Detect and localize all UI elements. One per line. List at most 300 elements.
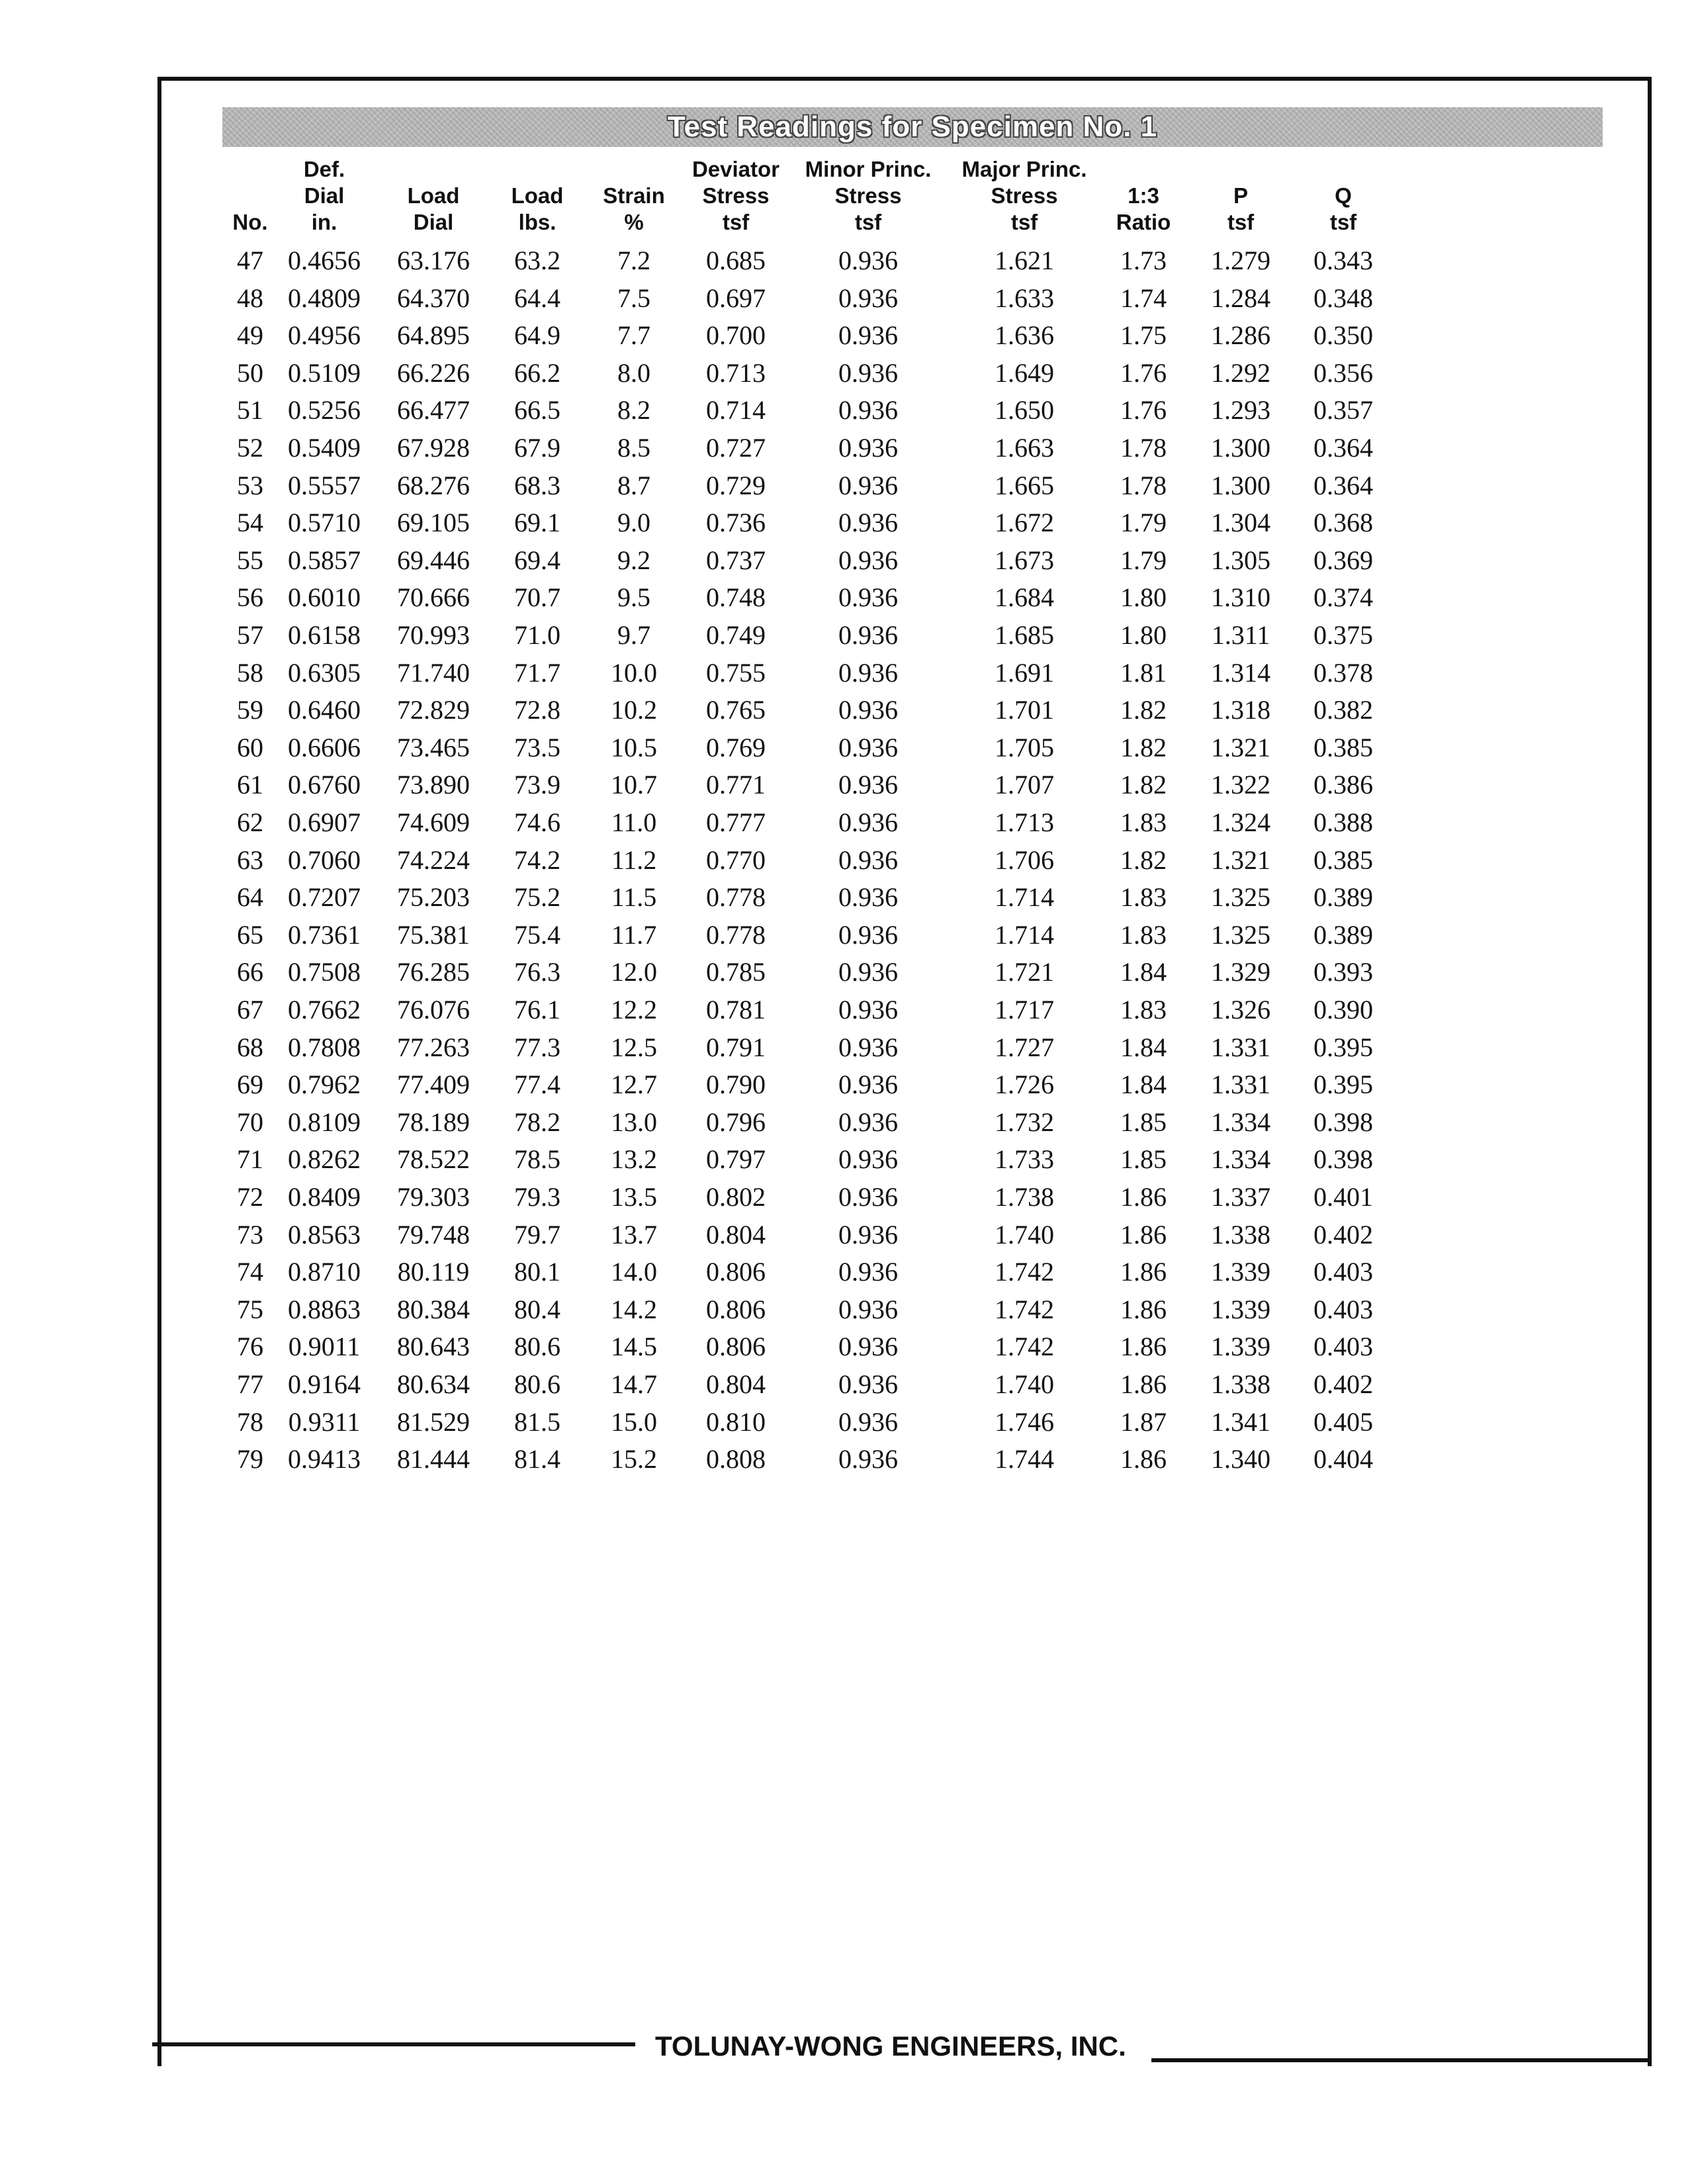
table-cell-def_dial: 0.4809 [288, 283, 361, 313]
table-cell-load_dial: 79.748 [397, 1219, 470, 1250]
table-cell-def_dial: 0.5256 [288, 395, 361, 426]
table-cell-deviator: 0.748 [706, 582, 766, 613]
table-cell-load_lbs: 72.8 [514, 695, 560, 725]
table-cell-deviator: 0.804 [706, 1369, 766, 1399]
table-cell-minor: 0.936 [838, 1144, 898, 1175]
table-cell-q: 0.356 [1314, 357, 1373, 388]
column-header-line: Stress [702, 183, 770, 208]
table-cell-major: 1.721 [995, 957, 1054, 987]
table-cell-def_dial: 0.4656 [288, 246, 361, 275]
column-header-line: in. [311, 210, 337, 234]
table-cell-deviator: 0.765 [706, 695, 766, 725]
table-cell-no: 51 [237, 395, 263, 426]
column-header-line: 1:3 [1128, 183, 1159, 208]
table-cell-q: 0.395 [1314, 1032, 1373, 1062]
table-cell-load_lbs: 80.6 [514, 1332, 560, 1362]
table-cell-strain: 7.2 [617, 246, 650, 275]
table-cell-deviator: 0.806 [706, 1294, 766, 1324]
column-header-minor [789, 156, 948, 236]
column-header-line: Ratio [1116, 210, 1171, 234]
table-cell-ratio: 1.76 [1120, 395, 1167, 426]
table-cell-minor: 0.936 [838, 1107, 898, 1137]
table-cell-minor: 0.936 [838, 357, 898, 388]
table-cell-major: 1.685 [995, 620, 1054, 650]
table-cell-load_dial: 80.643 [397, 1332, 470, 1362]
table-cell-def_dial: 0.7808 [288, 1032, 361, 1062]
table-cell-no: 75 [237, 1294, 263, 1324]
table-cell-ratio: 1.86 [1120, 1257, 1167, 1287]
table-cell-ratio: 1.85 [1120, 1107, 1167, 1137]
table-cell-major: 1.733 [995, 1144, 1054, 1175]
table-cell-no: 77 [237, 1369, 263, 1399]
table-cell-p: 1.292 [1211, 357, 1270, 388]
column-header-line: Load [407, 183, 460, 208]
table-cell-ratio: 1.86 [1120, 1182, 1167, 1212]
table-cell-no: 71 [237, 1144, 263, 1175]
table-cell-def_dial: 0.7508 [288, 957, 361, 987]
table-cell-ratio: 1.86 [1120, 1444, 1167, 1475]
table-cell-q: 0.389 [1314, 919, 1373, 950]
table-cell-ratio: 1.80 [1120, 620, 1167, 650]
table-cell-load_dial: 80.384 [397, 1294, 470, 1324]
table-cell-def_dial: 0.4956 [288, 320, 361, 351]
table-cell-p: 1.331 [1211, 1032, 1270, 1062]
table-cell-p: 1.338 [1211, 1369, 1270, 1399]
table-cell-load_dial: 74.609 [397, 807, 470, 837]
column-header-line: tsf [1227, 210, 1255, 234]
column-header-line: lbs. [518, 210, 557, 234]
table-cell-load_lbs: 76.1 [514, 995, 560, 1024]
column-header-line: Minor Princ. [805, 157, 932, 181]
table-cell-p: 1.324 [1211, 807, 1270, 837]
table-cell-no: 73 [237, 1219, 263, 1250]
table-cell-load_dial: 73.890 [397, 770, 470, 800]
table-cell-strain: 13.0 [611, 1107, 657, 1137]
table-cell-p: 1.318 [1211, 695, 1270, 725]
column-header-q [1264, 183, 1423, 236]
table-cell-minor: 0.936 [838, 1182, 898, 1212]
table-cell-load_lbs: 79.3 [514, 1182, 560, 1212]
table-cell-no: 53 [237, 470, 263, 500]
table-cell-load_lbs: 75.4 [514, 919, 560, 950]
table-cell-q: 0.395 [1314, 1069, 1373, 1100]
table-cell-p: 1.339 [1211, 1257, 1270, 1287]
table-cell-q: 0.374 [1314, 582, 1373, 613]
page-title: Test Readings for Specimen No. 1 [667, 111, 1158, 143]
table-cell-no: 64 [237, 882, 263, 913]
table-cell-load_lbs: 71.0 [514, 620, 560, 650]
table-cell-major: 1.744 [995, 1444, 1054, 1475]
table-cell-load_lbs: 71.7 [514, 657, 560, 688]
table-cell-load_dial: 81.444 [397, 1444, 470, 1475]
column-header-line: Dial [413, 210, 454, 234]
table-cell-strain: 15.2 [611, 1444, 657, 1475]
table-cell-deviator: 0.771 [706, 770, 766, 800]
table-cell-minor: 0.936 [838, 508, 898, 538]
table-cell-def_dial: 0.8863 [288, 1294, 361, 1324]
table-cell-q: 0.402 [1314, 1369, 1373, 1399]
column-header-line: tsf [1010, 210, 1038, 234]
table-cell-major: 1.649 [995, 357, 1054, 388]
table-cell-major: 1.713 [995, 807, 1054, 837]
table-cell-q: 0.385 [1314, 732, 1373, 762]
table-cell-strain: 11.0 [611, 807, 657, 837]
table-cell-ratio: 1.82 [1120, 770, 1167, 800]
table-cell-deviator: 0.713 [706, 357, 766, 388]
table-cell-major: 1.621 [995, 246, 1054, 275]
table-cell-deviator: 0.802 [706, 1182, 766, 1212]
table-cell-def_dial: 0.8109 [288, 1107, 361, 1137]
table-cell-load_dial: 80.634 [397, 1369, 470, 1399]
table-cell-def_dial: 0.5857 [288, 545, 361, 575]
table-cell-deviator: 0.781 [706, 995, 766, 1024]
column-header-line: Deviator [691, 157, 780, 181]
table-cell-no: 72 [237, 1182, 263, 1212]
table-cell-p: 1.341 [1211, 1406, 1270, 1437]
table-cell-no: 66 [237, 957, 263, 987]
table-cell-load_dial: 79.303 [397, 1182, 470, 1212]
table-cell-load_lbs: 80.6 [514, 1369, 560, 1399]
table-cell-minor: 0.936 [838, 844, 898, 875]
table-cell-no: 57 [237, 620, 263, 650]
table-cell-no: 60 [237, 732, 263, 762]
table-cell-deviator: 0.796 [706, 1107, 766, 1137]
table-cell-load_dial: 76.285 [397, 957, 470, 987]
table-cell-load_lbs: 80.1 [514, 1257, 560, 1287]
table-cell-no: 59 [237, 695, 263, 725]
table-cell-ratio: 1.76 [1120, 357, 1167, 388]
table-cell-major: 1.684 [995, 582, 1054, 613]
table-cell-strain: 12.2 [611, 995, 657, 1024]
table-cell-no: 62 [237, 807, 263, 837]
table-cell-deviator: 0.729 [706, 470, 766, 500]
table-cell-load_dial: 69.105 [397, 508, 470, 538]
table-cell-minor: 0.936 [838, 1369, 898, 1399]
table-cell-deviator: 0.777 [706, 807, 766, 837]
table-cell-p: 1.310 [1211, 582, 1270, 613]
table-cell-p: 1.340 [1211, 1444, 1270, 1475]
table-cell-major: 1.742 [995, 1332, 1054, 1362]
table-cell-deviator: 0.785 [706, 957, 766, 987]
table-cell-load_lbs: 81.5 [514, 1406, 560, 1437]
table-cell-ratio: 1.85 [1120, 1144, 1167, 1175]
column-header-line: Def. [303, 157, 345, 181]
table-cell-load_dial: 66.477 [397, 395, 470, 426]
column-header-line: P [1233, 183, 1248, 208]
column-header-line: Strain [603, 183, 665, 208]
table-cell-q: 0.390 [1314, 995, 1373, 1024]
table-cell-ratio: 1.86 [1120, 1219, 1167, 1250]
table-cell-major: 1.726 [995, 1069, 1054, 1100]
table-cell-def_dial: 0.6606 [288, 732, 361, 762]
table-cell-minor: 0.936 [838, 1257, 898, 1287]
table-cell-ratio: 1.79 [1120, 508, 1167, 538]
table-cell-no: 52 [237, 433, 263, 463]
table-cell-load_dial: 78.522 [397, 1144, 470, 1175]
table-cell-no: 49 [237, 320, 263, 351]
table-cell-no: 56 [237, 582, 263, 613]
table-cell-minor: 0.936 [838, 1069, 898, 1100]
table-cell-major: 1.673 [995, 545, 1054, 575]
column-header-line: Load [511, 183, 564, 208]
table-cell-def_dial: 0.7662 [288, 995, 361, 1024]
table-cell-deviator: 0.778 [706, 882, 766, 913]
table-cell-def_dial: 0.6460 [288, 695, 361, 725]
table-cell-load_lbs: 74.6 [514, 807, 560, 837]
table-cell-p: 1.337 [1211, 1182, 1270, 1212]
table-cell-def_dial: 0.7361 [288, 919, 361, 950]
table-cell-p: 1.321 [1211, 844, 1270, 875]
table-cell-strain: 10.2 [611, 695, 657, 725]
table-cell-strain: 12.0 [611, 957, 657, 987]
table-cell-no: 50 [237, 357, 263, 388]
table-cell-major: 1.740 [995, 1219, 1054, 1250]
table-cell-minor: 0.936 [838, 470, 898, 500]
table-cell-q: 0.404 [1314, 1444, 1373, 1475]
table-cell-strain: 11.2 [611, 844, 657, 875]
table-cell-strain: 8.0 [617, 357, 650, 388]
table-cell-def_dial: 0.6158 [288, 620, 361, 650]
table-cell-no: 48 [237, 283, 263, 313]
table-cell-load_lbs: 78.2 [514, 1107, 560, 1137]
table-cell-def_dial: 0.5109 [288, 357, 361, 388]
table-cell-p: 1.286 [1211, 320, 1270, 351]
table-cell-strain: 10.0 [611, 657, 657, 688]
table-cell-deviator: 0.755 [706, 657, 766, 688]
table-cell-p: 1.338 [1211, 1219, 1270, 1250]
table-cell-no: 47 [237, 246, 263, 275]
table-cell-load_lbs: 66.5 [514, 395, 560, 426]
table-cell-minor: 0.936 [838, 882, 898, 913]
table-cell-q: 0.389 [1314, 882, 1373, 913]
table-cell-p: 1.339 [1211, 1332, 1270, 1362]
table-cell-deviator: 0.810 [706, 1406, 766, 1437]
table-cell-load_lbs: 64.9 [514, 320, 560, 351]
table-cell-q: 0.385 [1314, 844, 1373, 875]
table-cell-load_dial: 68.276 [397, 470, 470, 500]
table-cell-load_dial: 81.529 [397, 1406, 470, 1437]
table-cell-strain: 8.7 [617, 470, 650, 500]
table-cell-deviator: 0.749 [706, 620, 766, 650]
table-cell-p: 1.279 [1211, 246, 1270, 275]
table-cell-ratio: 1.79 [1120, 545, 1167, 575]
table-cell-p: 1.304 [1211, 508, 1270, 538]
table-cell-deviator: 0.790 [706, 1069, 766, 1100]
table-cell-def_dial: 0.8409 [288, 1182, 361, 1212]
table-cell-strain: 11.7 [611, 919, 657, 950]
table-cell-load_dial: 71.740 [397, 657, 470, 688]
table-cell-p: 1.284 [1211, 283, 1270, 313]
table-cell-q: 0.368 [1314, 508, 1373, 538]
column-header-line: % [624, 210, 644, 234]
table-cell-def_dial: 0.9011 [288, 1332, 361, 1362]
table-cell-ratio: 1.86 [1120, 1369, 1167, 1399]
table-cell-no: 61 [237, 770, 263, 800]
table-cell-strain: 9.0 [617, 508, 650, 538]
table-cell-ratio: 1.86 [1120, 1332, 1167, 1362]
table-cell-major: 1.665 [995, 470, 1054, 500]
table-cell-minor: 0.936 [838, 732, 898, 762]
table-cell-minor: 0.936 [838, 919, 898, 950]
table-cell-no: 67 [237, 995, 263, 1024]
table-cell-no: 65 [237, 919, 263, 950]
table-cell-no: 54 [237, 508, 263, 538]
table-cell-load_dial: 76.076 [397, 995, 470, 1024]
table-cell-load_dial: 75.203 [397, 882, 470, 913]
table-cell-load_dial: 80.119 [397, 1257, 470, 1287]
table-cell-major: 1.717 [995, 995, 1054, 1024]
table-cell-no: 69 [237, 1069, 263, 1100]
table-cell-deviator: 0.697 [706, 283, 766, 313]
table-cell-minor: 0.936 [838, 1444, 898, 1475]
table-cell-deviator: 0.727 [706, 433, 766, 463]
table-cell-deviator: 0.791 [706, 1032, 766, 1062]
table-cell-load_dial: 77.263 [397, 1032, 470, 1062]
table-cell-load_lbs: 69.1 [514, 508, 560, 538]
footer-rule-left [152, 2042, 635, 2046]
table-cell-major: 1.746 [995, 1406, 1054, 1437]
table-cell-ratio: 1.75 [1120, 320, 1167, 351]
footer-rule-right [1151, 2058, 1648, 2062]
table-cell-ratio: 1.83 [1120, 882, 1167, 913]
table-cell-ratio: 1.86 [1120, 1294, 1167, 1324]
table-cell-deviator: 0.806 [706, 1332, 766, 1362]
table-cell-ratio: 1.84 [1120, 957, 1167, 987]
table-cell-deviator: 0.808 [706, 1444, 766, 1475]
table-cell-ratio: 1.82 [1120, 732, 1167, 762]
table-cell-deviator: 0.736 [706, 508, 766, 538]
table-cell-ratio: 1.83 [1120, 807, 1167, 837]
table-cell-load_dial: 75.381 [397, 919, 470, 950]
table-cell-p: 1.314 [1211, 657, 1270, 688]
table-cell-def_dial: 0.6760 [288, 770, 361, 800]
table-cell-load_dial: 64.895 [397, 320, 470, 351]
table-cell-minor: 0.936 [838, 1406, 898, 1437]
table-cell-strain: 12.5 [611, 1032, 657, 1062]
table-cell-no: 79 [237, 1444, 263, 1475]
table-cell-p: 1.293 [1211, 395, 1270, 426]
table-cell-strain: 13.7 [611, 1219, 657, 1250]
title-bar [222, 107, 1603, 147]
table-cell-load_dial: 70.993 [397, 620, 470, 650]
table-cell-def_dial: 0.5557 [288, 470, 361, 500]
table-cell-load_lbs: 75.2 [514, 882, 560, 913]
table-cell-strain: 10.5 [611, 732, 657, 762]
table-cell-minor: 0.936 [838, 1294, 898, 1324]
table-cell-p: 1.334 [1211, 1107, 1270, 1137]
column-header-line: Q [1335, 183, 1352, 208]
table-cell-major: 1.691 [995, 657, 1054, 688]
table-cell-deviator: 0.769 [706, 732, 766, 762]
table-cell-strain: 14.5 [611, 1332, 657, 1362]
table-cell-p: 1.322 [1211, 770, 1270, 800]
table-cell-minor: 0.936 [838, 395, 898, 426]
table-cell-major: 1.738 [995, 1182, 1054, 1212]
table-cell-def_dial: 0.8262 [288, 1144, 361, 1175]
table-cell-strain: 13.2 [611, 1144, 657, 1175]
table-cell-p: 1.329 [1211, 957, 1270, 987]
column-header-line: tsf [722, 210, 750, 234]
table-cell-no: 63 [237, 844, 263, 875]
table-cell-load_lbs: 63.2 [514, 246, 560, 275]
table-cell-def_dial: 0.7962 [288, 1069, 361, 1100]
table-cell-ratio: 1.82 [1120, 844, 1167, 875]
table-cell-q: 0.369 [1314, 545, 1373, 575]
table-cell-q: 0.364 [1314, 470, 1373, 500]
table-cell-minor: 0.936 [838, 620, 898, 650]
table-cell-strain: 15.0 [611, 1406, 657, 1437]
table-cell-strain: 14.7 [611, 1369, 657, 1399]
table-cell-minor: 0.936 [838, 545, 898, 575]
table-cell-load_lbs: 73.9 [514, 770, 560, 800]
column-header-line: tsf [854, 210, 882, 234]
table-cell-load_lbs: 73.5 [514, 732, 560, 762]
table-cell-no: 78 [237, 1406, 263, 1437]
table-cell-q: 0.401 [1314, 1182, 1373, 1212]
table-cell-strain: 10.7 [611, 770, 657, 800]
table-cell-p: 1.321 [1211, 732, 1270, 762]
table-cell-strain: 8.5 [617, 433, 650, 463]
table-cell-q: 0.403 [1314, 1332, 1373, 1362]
table-cell-minor: 0.936 [838, 695, 898, 725]
table-cell-def_dial: 0.7060 [288, 844, 361, 875]
table-cell-no: 55 [237, 545, 263, 575]
table-cell-deviator: 0.770 [706, 844, 766, 875]
column-header-line: Major Princ. [961, 157, 1087, 181]
table-cell-load_dial: 78.189 [397, 1107, 470, 1137]
table-cell-p: 1.326 [1211, 995, 1270, 1024]
table-cell-q: 0.398 [1314, 1107, 1373, 1137]
table-cell-def_dial: 0.7207 [288, 882, 361, 913]
table-cell-load_dial: 70.666 [397, 582, 470, 613]
table-cell-load_dial: 66.226 [397, 357, 470, 388]
table-cell-load_lbs: 81.4 [514, 1444, 560, 1475]
column-header-line: tsf [1329, 210, 1357, 234]
company-footer: TOLUNAY-WONG ENGINEERS, INC. [655, 2030, 1126, 2062]
table-cell-ratio: 1.78 [1120, 433, 1167, 463]
table-cell-minor: 0.936 [838, 1332, 898, 1362]
table-cell-ratio: 1.83 [1120, 995, 1167, 1024]
table-cell-ratio: 1.83 [1120, 919, 1167, 950]
table-cell-ratio: 1.73 [1120, 246, 1167, 275]
table-cell-def_dial: 0.9164 [288, 1369, 361, 1399]
table-cell-q: 0.382 [1314, 695, 1373, 725]
table-cell-deviator: 0.778 [706, 919, 766, 950]
table-cell-major: 1.633 [995, 283, 1054, 313]
table-cell-major: 1.740 [995, 1369, 1054, 1399]
table-cell-q: 0.405 [1314, 1406, 1373, 1437]
table-cell-def_dial: 0.6305 [288, 657, 361, 688]
table-cell-major: 1.707 [995, 770, 1054, 800]
table-cell-ratio: 1.82 [1120, 695, 1167, 725]
table-cell-no: 76 [237, 1332, 263, 1362]
table-cell-no: 58 [237, 657, 263, 688]
column-header-line: Stress [991, 183, 1058, 208]
table-cell-def_dial: 0.5409 [288, 433, 361, 463]
table-cell-def_dial: 0.9311 [288, 1406, 361, 1437]
table-cell-major: 1.701 [995, 695, 1054, 725]
table-cell-load_lbs: 67.9 [514, 433, 560, 463]
table-cell-q: 0.402 [1314, 1219, 1373, 1250]
table-cell-major: 1.650 [995, 395, 1054, 426]
table-cell-load_dial: 74.224 [397, 844, 470, 875]
table-cell-minor: 0.936 [838, 807, 898, 837]
table-cell-load_dial: 64.370 [397, 283, 470, 313]
page-frame [157, 77, 1652, 2066]
column-header-line: No. [232, 210, 268, 234]
table-cell-load_lbs: 77.4 [514, 1069, 560, 1100]
table-cell-load_lbs: 74.2 [514, 844, 560, 875]
